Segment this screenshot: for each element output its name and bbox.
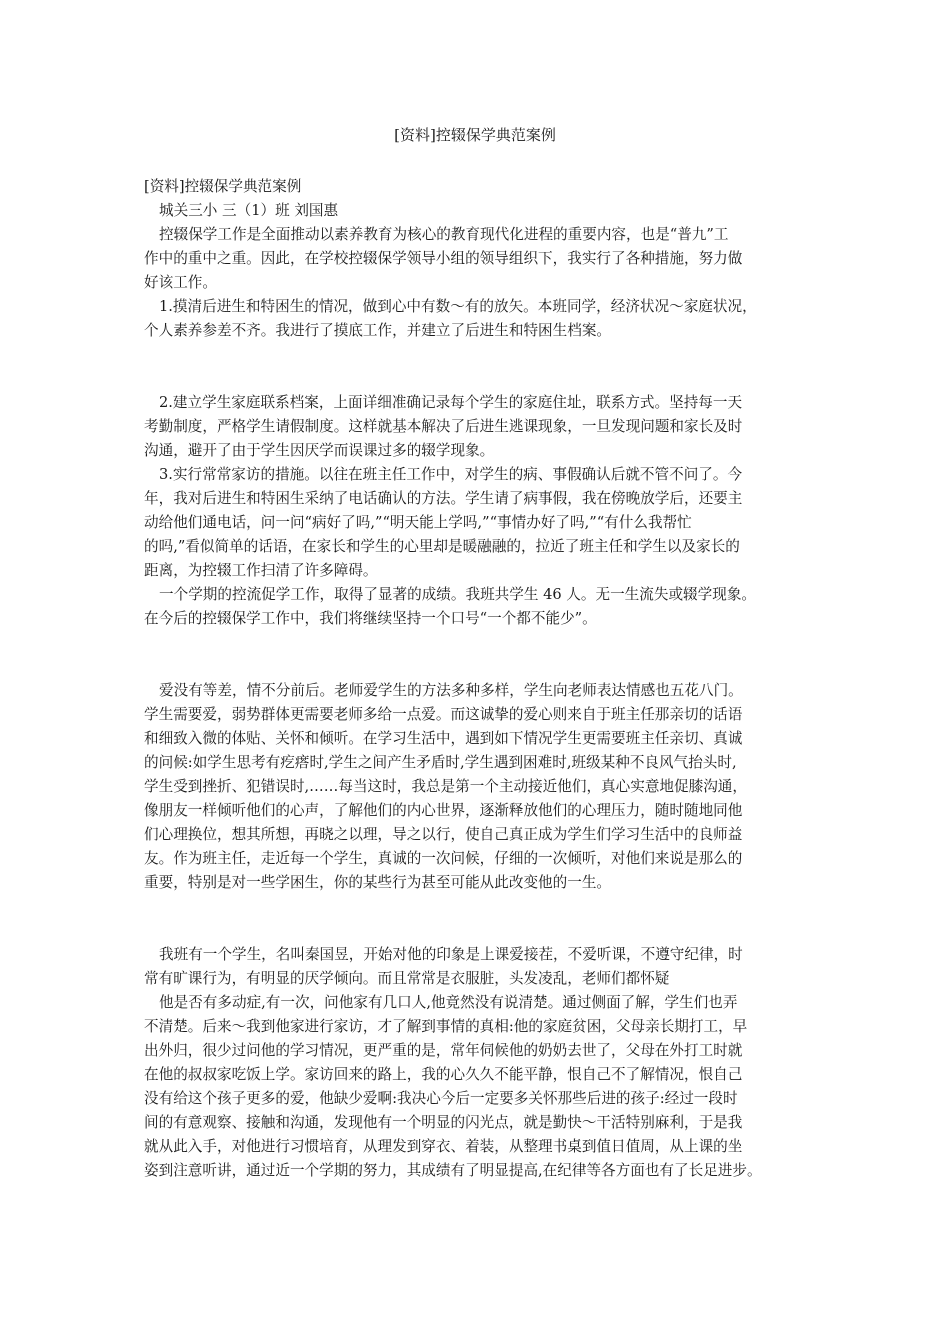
text-line: 1.摸清后进生和特困生的情况，做到心中有数～有的放矢。本班同学，经济状况～家庭状况， xyxy=(159,298,757,315)
text-line: 他是否有多动症,有一次，问他家有几口人,他竟然没有说清楚。通过侧面了解，学生们也弄 xyxy=(159,994,738,1011)
text-line: 控辍保学工作是全面推动以素养教育为核心的教育现代化进程的重要内容，也是“普九”工 xyxy=(159,226,729,243)
paragraph-gap xyxy=(144,631,824,679)
text-line: 间的有意观察、接触和沟通，发现他有一个明显的闪光点，就是勤快～干活特别麻利，于是我 xyxy=(144,1114,743,1131)
text-line: 像朋友一样倾听他们的心声，了解他们的内心世界，逐渐释放他们的心理压力，随时随地同他 xyxy=(144,802,743,819)
text-line: 一个学期的控流促学工作，取得了显著的成绩。我班共学生 46 人。无一生流失或辍学现象。 xyxy=(159,586,757,603)
text-line: 好该工作。 xyxy=(144,274,217,291)
text-line: 2.建立学生家庭联系档案，上面详细准确记录每个学生的家庭住址，联系方式。坚持每一天 xyxy=(159,394,743,411)
text-line: 的问候:如学生思考有疙瘩时,学生之间产生矛盾时,学生遇到困难时,班级某种不良风气抬头时, xyxy=(144,754,737,771)
text-line: 3.实行常常家访的措施。以往在班主任工作中，对学生的病、事假确认后就不管不问了。今 xyxy=(159,466,743,483)
item-3-paragraph xyxy=(144,463,824,583)
paragraph-gap xyxy=(144,895,824,943)
case-paragraph xyxy=(144,943,824,991)
text-line: 和细致入微的体贴、关怀和倾听。在学习生活中，遇到如下情况学生更需要班主任亲切、真诚 xyxy=(144,730,743,747)
summary-paragraph xyxy=(144,583,824,631)
text-line: 考勤制度，严格学生请假制度。这样就基本解决了后进生逃课现象，一旦发现问题和家长及时 xyxy=(144,418,743,435)
text-line: 沟通，避开了由于学生因厌学而误课过多的辍学现象。 xyxy=(144,442,495,459)
item-1-paragraph xyxy=(144,295,824,343)
item-2-paragraph xyxy=(144,391,824,463)
text-line: 常有旷课行为，有明显的厌学倾向。而且常常是衣服脏，头发凌乱，老师们都怀疑 xyxy=(144,970,670,987)
text-line: 在今后的控辍保学工作中，我们将继续坚持一个口号“一个都不能少”。 xyxy=(144,610,597,627)
text-line: 距离，为控辍工作扫清了许多障碍。 xyxy=(144,562,378,579)
text-line: 个人素养参差不齐。我进行了摸底工作，并建立了后进生和特困生档案。 xyxy=(144,322,612,339)
case-continued-paragraph xyxy=(144,991,824,1183)
text-line: 们心理换位，想其所想，再晓之以理，导之以行，使自己真正成为学生们学习生活中的良师益 xyxy=(144,826,743,843)
text-line: 重要，特别是对一些学困生，你的某些行为甚至可能从此改变他的一生。 xyxy=(144,874,612,891)
intro-paragraph xyxy=(144,223,824,295)
paragraph-gap xyxy=(144,343,824,391)
text-line: 不清楚。后来～我到他家进行家访，才了解到事情的真相:他的家庭贫困，父母亲长期打工，早 xyxy=(144,1018,748,1035)
document-body xyxy=(144,175,824,1183)
text-line: 没有给这个孩子更多的爱，他缺少爱啊:我决心今后一定要多关怀那些后进的孩子:经过一段时 xyxy=(144,1090,738,1107)
text-line: 友。作为班主任，走近每一个学生，真诚的一次问候，仔细的一次倾听，对他们来说是那么的 xyxy=(144,850,743,867)
author-line: 城关三小 三（1）班 刘国惠 xyxy=(159,202,339,219)
text-line: 姿到注意听讲，通过近一个学期的努力，其成绩有了明显提高,在纪律等各方面也有了长足进步。 xyxy=(144,1162,762,1179)
document-title: [资料]控辍保学典范案例 xyxy=(394,126,556,144)
text-line: 就从此入手，对他进行习惯培育，从理发到穿衣、着装，从整理书桌到值日值周，从上课的坐 xyxy=(144,1138,743,1155)
text-line: 的吗,”看似简单的话语，在家长和学生的心里却是暖融融的，拉近了班主任和学生以及家长的 xyxy=(144,538,740,555)
text-line: 作中的重中之重。因此，在学校控辍保学领导小组的领导组织下，我实行了各种措施，努力做 xyxy=(144,250,743,267)
text-line: 在他的叔叔家吃饭上学。家访回来的路上，我的心久久不能平静，恨自己不了解情况，恨自己 xyxy=(144,1066,743,1083)
text-line: 爱没有等差，情不分前后。老师爱学生的方法多种多样，学生向老师表达情感也五花八门。 xyxy=(159,682,743,699)
text-line: 我班有一个学生，名叫秦国昱，开始对他的印象是上课爱接茬，不爱听课，不遵守纪律，时 xyxy=(159,946,743,963)
text-line: 学生需要爱，弱势群体更需要老师多给一点爱。而这诚挚的爱心则来自于班主任那亲切的话语 xyxy=(144,706,743,723)
text-line: 动给他们通电话，问一问“病好了吗,”“明天能上学吗,”“事情办好了吗,”“有什么我帮忙 xyxy=(144,514,692,531)
text-line: 出外归，很少过问他的学习情况，更严重的是，常年伺候他的奶奶去世了，父母在外打工时就 xyxy=(144,1042,743,1059)
body-heading: [资料]控辍保学典范案例 xyxy=(144,178,302,195)
text-line: 学生受到挫折、犯错误时,……每当这时，我总是第一个主动接近他们，真心实意地促膝沟通， xyxy=(144,778,747,795)
text-line: 年，我对后进生和特困生采纳了电话确认的方法。学生请了病事假，我在傍晚放学后，还要主 xyxy=(144,490,743,507)
love-paragraph xyxy=(144,679,824,895)
